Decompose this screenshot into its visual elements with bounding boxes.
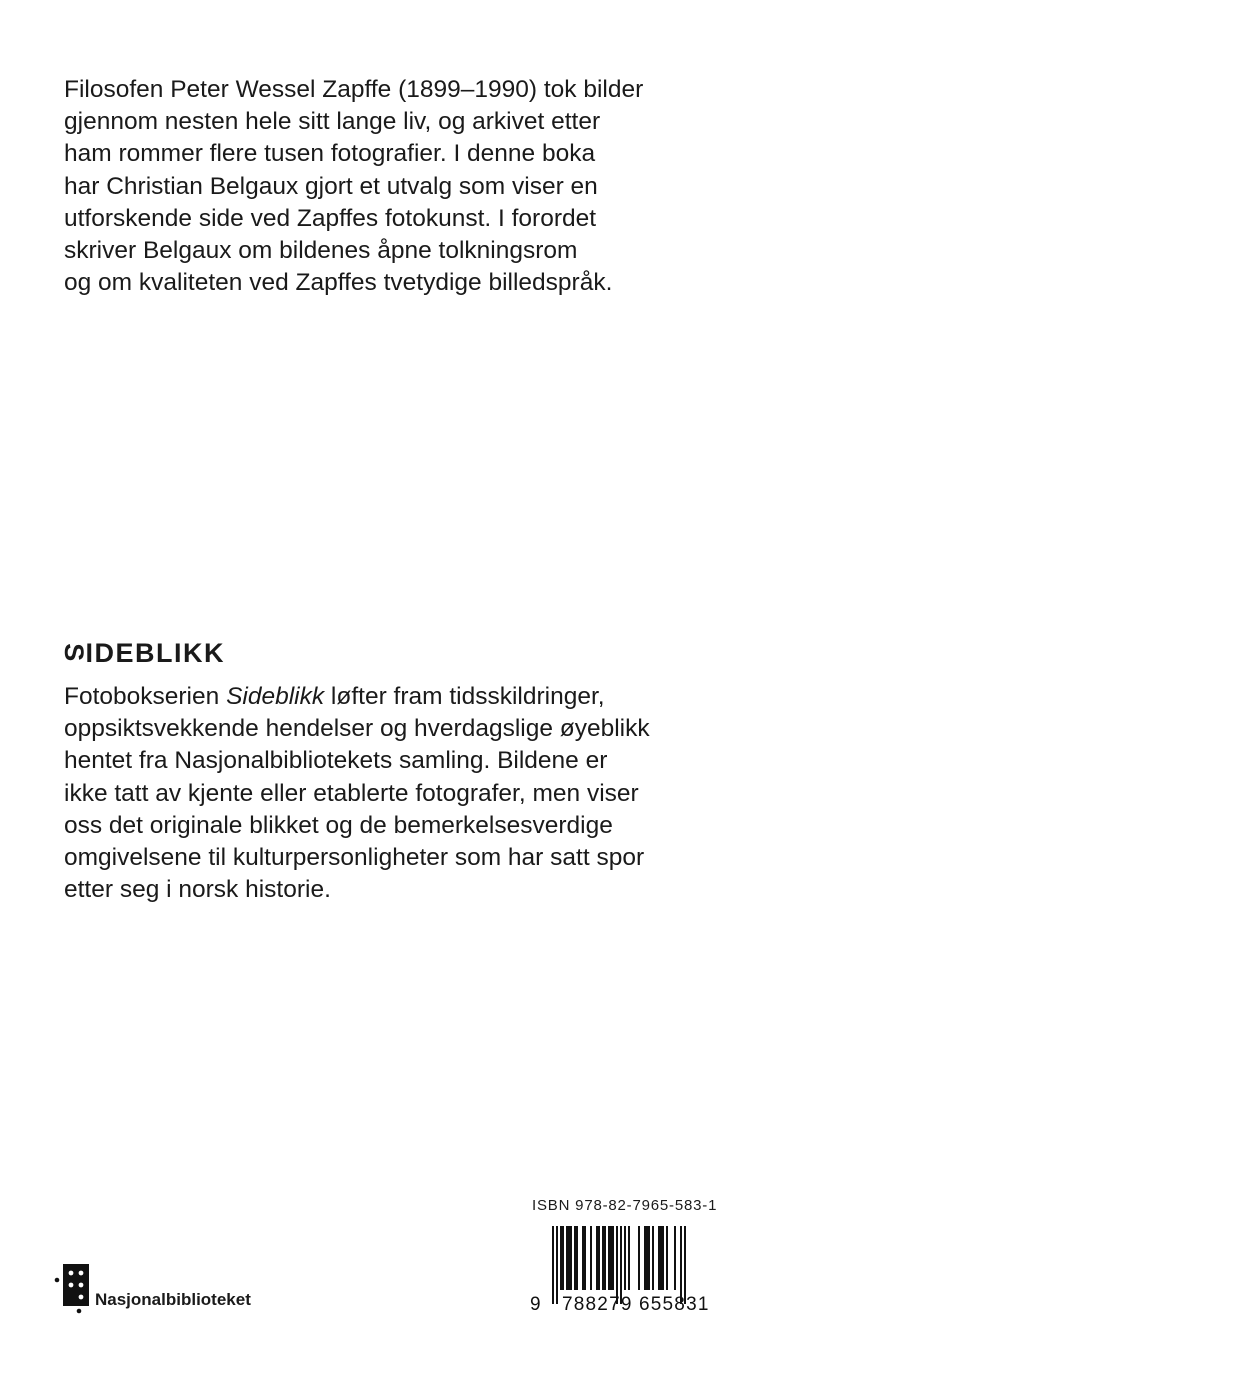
barcode-bar bbox=[566, 1226, 568, 1290]
series-line: etter seg i norsk historie. bbox=[64, 876, 331, 904]
publisher-name: Nasjonalbiblioteket bbox=[95, 1290, 251, 1309]
barcode-bar bbox=[598, 1226, 600, 1290]
barcode-bars bbox=[552, 1226, 686, 1304]
barcode-bar bbox=[602, 1226, 604, 1290]
barcode-bar bbox=[612, 1226, 614, 1290]
barcode-bar bbox=[674, 1226, 676, 1290]
barcode bbox=[530, 1222, 730, 1314]
series-logo-first-letter: S bbox=[58, 643, 89, 663]
series-line: hentet fra Nasjonalbibliotekets samling. Bildene er bbox=[64, 747, 608, 775]
barcode-bar bbox=[568, 1226, 570, 1290]
barcode-bar bbox=[576, 1226, 578, 1290]
barcode-bar bbox=[684, 1226, 686, 1304]
barcode-bar bbox=[646, 1226, 648, 1290]
barcode-digits-left: 788279 bbox=[562, 1294, 633, 1314]
series-line-end: løfter fram tidsskildringer, bbox=[324, 683, 605, 710]
series-line bbox=[64, 681, 650, 713]
intro-line: ham rommer flere tusen fotografier. I denne boka bbox=[64, 140, 596, 168]
intro-line: har Christian Belgaux gjort et utvalg som viser en bbox=[64, 172, 598, 200]
barcode-bar bbox=[638, 1226, 640, 1290]
barcode-bar bbox=[616, 1226, 618, 1304]
barcode-bar bbox=[660, 1226, 662, 1290]
intro-line: gjennom nesten hele sitt lange liv, og arkivet etter bbox=[64, 108, 601, 136]
barcode-bar bbox=[570, 1226, 572, 1290]
barcode-bar bbox=[560, 1226, 562, 1290]
series-line: oppsiktsvekkende hendelser og hverdagslige øyeblikk bbox=[64, 715, 650, 743]
series-line: omgivelsene til kulturpersonligheter som har satt spor bbox=[64, 844, 645, 872]
series-line: oss det originale blikket og de bemerkelsesverdige bbox=[64, 811, 613, 839]
barcode-bar bbox=[596, 1226, 598, 1290]
barcode-bar bbox=[658, 1226, 660, 1290]
barcode-digits-right: 655831 bbox=[639, 1294, 710, 1314]
barcode-bar bbox=[680, 1226, 682, 1304]
barcode-bar bbox=[574, 1226, 576, 1290]
intro-line: skriver Belgaux om bildenes åpne tolkningsrom bbox=[64, 237, 578, 265]
barcode-bar bbox=[582, 1226, 584, 1290]
barcode-bar bbox=[562, 1226, 564, 1290]
series-line-start: Fotobokserien bbox=[64, 683, 227, 710]
barcode-bar bbox=[666, 1226, 668, 1290]
barcode-bar bbox=[644, 1226, 646, 1290]
barcode-bar bbox=[584, 1226, 586, 1290]
barcode-bar bbox=[556, 1226, 558, 1304]
series-title-italic: Sideblikk bbox=[226, 683, 325, 710]
barcode-bar bbox=[652, 1226, 654, 1290]
intro-line: Filosofen Peter Wessel Zapffe (1899–1990) tok bilder bbox=[64, 76, 644, 103]
barcode-bar bbox=[604, 1226, 606, 1290]
series-logo bbox=[58, 637, 226, 669]
barcode-digit-lead: 9 bbox=[530, 1294, 541, 1314]
barcode-bar bbox=[590, 1226, 592, 1290]
barcode-bar bbox=[552, 1226, 554, 1304]
publisher-mark-icon bbox=[54, 1264, 90, 1314]
barcode-bar bbox=[628, 1226, 630, 1290]
barcode-bar bbox=[610, 1226, 612, 1290]
intro-line: og om kvaliteten ved Zapffes tvetydige billedspråk. bbox=[64, 269, 613, 297]
barcode-bar bbox=[608, 1226, 610, 1290]
barcode-bar bbox=[662, 1226, 664, 1290]
publisher-logo bbox=[54, 1264, 274, 1314]
barcode-bar bbox=[620, 1226, 622, 1304]
isbn-label: ISBN 978-82-7965-583-1 bbox=[532, 1197, 718, 1214]
barcode-bar bbox=[648, 1226, 650, 1290]
intro-line: utforskende side ved Zapffes fotokunst. I forordet bbox=[64, 204, 597, 232]
intro-paragraph bbox=[64, 74, 643, 299]
series-logo-rest: IDEBLIKK bbox=[85, 638, 226, 668]
barcode-bar bbox=[624, 1226, 626, 1290]
series-line: ikke tatt av kjente eller etablerte fotografer, men viser bbox=[64, 779, 639, 807]
series-paragraph bbox=[64, 681, 650, 906]
